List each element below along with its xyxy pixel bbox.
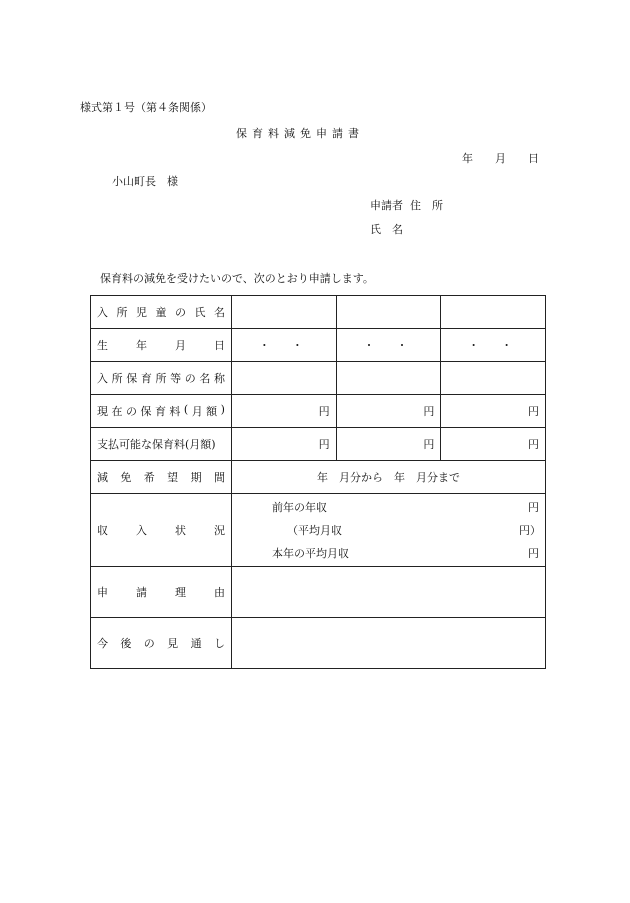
applicant-address-label: 住 所 <box>410 199 443 212</box>
label-current-fee: 現 在 の 保 育 料 ( 月 額 ) <box>91 395 232 428</box>
form-number: 様式第１号（第４条関係） <box>80 101 212 114</box>
birthdate-cell-3[interactable]: ・・ <box>441 329 546 362</box>
applicant-address <box>370 197 443 213</box>
date-year: 年 <box>462 152 473 165</box>
addressee: 小山町長 様 <box>112 175 178 188</box>
row-period <box>91 461 546 494</box>
date-day: 日 <box>528 152 539 165</box>
label-income: 収 入 状 況 <box>91 494 232 567</box>
page-title: 保育料減免申請書 <box>236 127 364 140</box>
row-facility <box>91 362 546 395</box>
row-income <box>91 494 546 567</box>
facility-cell-1[interactable] <box>232 362 337 395</box>
applicant-name-label: 氏 名 <box>370 223 403 236</box>
label-child-name: 入 所 児 童 の 氏 名 <box>91 296 232 329</box>
payable-fee-cell-2[interactable]: 円 <box>336 428 441 461</box>
income-prev-year: 前年の年収 円 <box>272 500 539 514</box>
current-fee-cell-3[interactable]: 円 <box>441 395 546 428</box>
row-current-fee <box>91 395 546 428</box>
income-this-year: 本年の平均月収 円 <box>272 546 539 560</box>
payable-fee-cell-1[interactable]: 円 <box>232 428 337 461</box>
row-child-name <box>91 296 546 329</box>
facility-cell-2[interactable] <box>336 362 441 395</box>
income-avg-monthly: （平均月収 円） <box>287 523 541 537</box>
outlook-cell[interactable] <box>232 618 546 669</box>
child-name-cell-3[interactable] <box>441 296 546 329</box>
birthdate-cell-2[interactable]: ・・ <box>336 329 441 362</box>
label-facility: 入 所 保 育 所 等 の 名 称 <box>91 362 232 395</box>
period-cell[interactable]: 年 月分から 年 月分まで <box>232 461 546 494</box>
label-birthdate: 生 年 月 日 <box>91 329 232 362</box>
date-line <box>462 150 539 166</box>
current-fee-cell-1[interactable]: 円 <box>232 395 337 428</box>
label-outlook: 今 後 の 見 通 し <box>91 618 232 669</box>
facility-cell-3[interactable] <box>441 362 546 395</box>
income-cell[interactable] <box>232 494 546 567</box>
payable-fee-cell-3[interactable]: 円 <box>441 428 546 461</box>
applicant-label: 申請者 <box>370 199 403 212</box>
application-table <box>90 295 546 669</box>
row-payable-fee <box>91 428 546 461</box>
row-birthdate <box>91 329 546 362</box>
label-period: 減 免 希 望 期 間 <box>91 461 232 494</box>
current-fee-cell-2[interactable]: 円 <box>336 395 441 428</box>
label-payable-fee: 支払可能な保育料(月額) <box>91 428 232 461</box>
row-outlook <box>91 618 546 669</box>
child-name-cell-2[interactable] <box>336 296 441 329</box>
label-reason: 申 請 理 由 <box>91 567 232 618</box>
intro-text: 保育料の減免を受けたいので、次のとおり申請します。 <box>100 272 374 285</box>
date-month: 月 <box>495 152 506 165</box>
birthdate-cell-1[interactable]: ・・ <box>232 329 337 362</box>
child-name-cell-1[interactable] <box>232 296 337 329</box>
row-reason <box>91 567 546 618</box>
reason-cell[interactable] <box>232 567 546 618</box>
